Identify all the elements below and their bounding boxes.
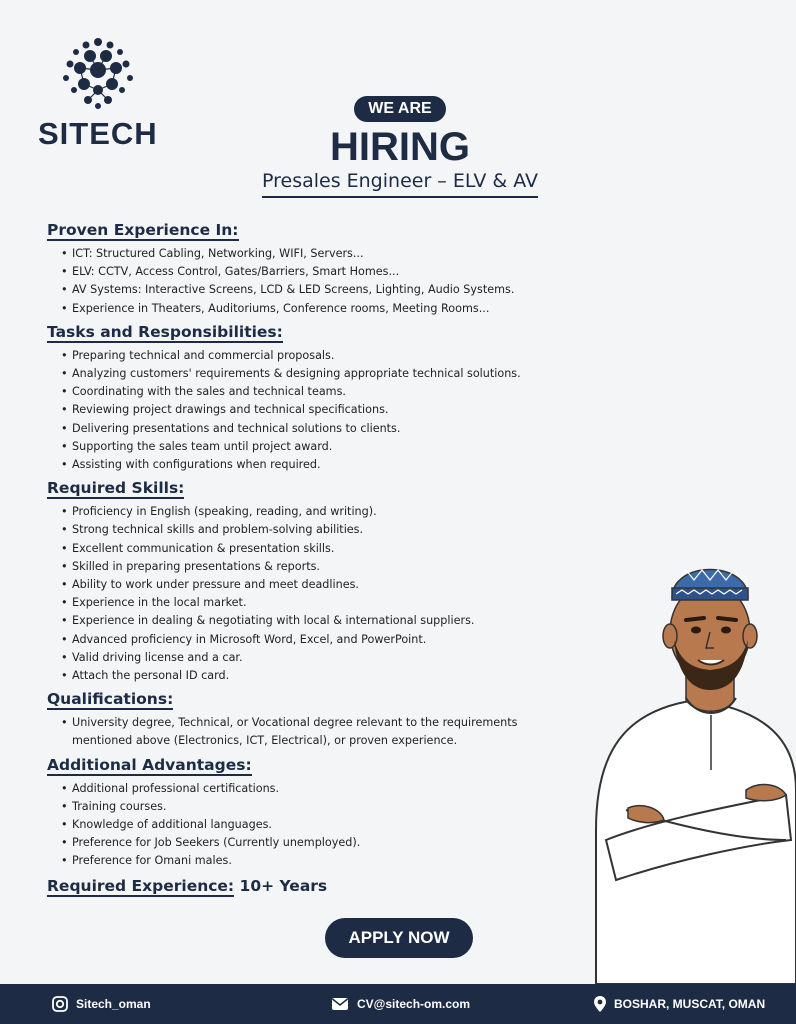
required-experience [47,877,327,895]
section-heading: Qualifications: [47,690,174,709]
section-heading: Tasks and Responsibilities: [47,322,283,341]
section-proven-experience [47,220,587,318]
section-required-skills [47,478,587,685]
location-info [594,984,765,1024]
list-item: • Supporting the sales team until project award. [61,438,587,456]
list-item: • Delivering presentations and technical solutions to clients. [61,420,587,438]
section-heading: Proven Experience In: [47,221,239,239]
list-item: • Reviewing project drawings and technical specifications. [61,401,587,419]
list-item: • Skilled in preparing presentations & reports. [61,558,587,576]
list-item: • Preference for Omani males. [61,852,587,870]
list-item: • Training courses. [61,798,587,816]
list-item: • Preparing technical and commercial proposals. [61,347,587,365]
list-item: • Analyzing customers' requirements & designing appropriate technical solutions. [61,365,587,383]
list-item: • Strong technical skills and problem-solving abilities. [61,521,587,539]
required-experience-label: Required Experience: [47,876,235,895]
email-link[interactable] [331,984,470,1024]
list-item: • ELV: CCTV, Access Control, Gates/Barriers, Smart Homes... [61,263,587,281]
section-heading: Required Skills: [47,479,185,498]
man-illustration [586,540,796,984]
list-item: • Additional professional certifications. [61,780,587,798]
list-item: • Ability to work under pressure and meet deadlines. [61,576,587,594]
mail-icon [331,997,349,1011]
list-item: • Attach the personal ID card. [61,667,587,685]
we-are-badge: WE ARE [354,96,445,122]
bullet-list [47,347,587,474]
location-pin-icon [594,996,606,1012]
list-item: • Proficiency in English (speaking, reading, and writing). [61,503,587,521]
list-item: • University degree, Technical, or Vocational degree relevant to the requirements mentioned above (Electronics, ICT, Electrical), or proven experience. [61,714,587,750]
bullet-list [47,780,587,871]
section-heading: Additional Advantages: [47,755,252,774]
company-name: SITECH [38,116,158,151]
list-item: • ICT: Structured Cabling, Networking, WIFI, Servers... [61,245,587,263]
location-text: BOSHAR, MUSCAT, OMAN [614,997,766,1011]
hiring-header [200,96,600,198]
company-logo [38,36,178,151]
job-details [47,220,587,895]
instagram-icon [52,996,68,1012]
bullet-list [47,245,587,318]
section-tasks [47,322,587,474]
email-address: CV@sitech-om.com [357,997,471,1011]
list-item: • Excellent communication & presentation skills. [61,540,587,558]
list-item: • Coordinating with the sales and technical teams. [61,383,587,401]
job-title: Presales Engineer – ELV & AV [262,170,538,198]
instagram-handle: Sitech_oman [76,997,151,1011]
list-item: • Experience in the local market. [61,594,587,612]
list-item: • Experience in Theaters, Auditoriums, Conference rooms, Meeting Rooms... [61,300,587,318]
apply-now-button[interactable]: APPLY NOW [325,918,473,958]
list-item: • AV Systems: Interactive Screens, LCD & LED Screens, Lighting, Audio Systems. [61,281,587,299]
required-experience-value: 10+ Years [239,876,328,895]
list-item: • Experience in dealing & negotiating with local & international suppliers. [61,612,587,630]
list-item: • Preference for Job Seekers (Currently unemployed). [61,834,587,852]
list-item: • Valid driving license and a car. [61,649,587,667]
section-qualifications [47,689,587,750]
bullet-list [47,714,587,750]
section-additional-advantages [47,755,587,871]
hiring-title: HIRING [330,125,470,169]
instagram-link[interactable] [52,984,151,1024]
list-item: • Advanced proficiency in Microsoft Word, Excel, and PowerPoint. [61,631,587,649]
footer-bar [0,984,796,1024]
globe-dots-icon [56,36,140,110]
list-item: • Assisting with configurations when required. [61,456,587,474]
list-item: • Knowledge of additional languages. [61,816,587,834]
bullet-list [47,503,587,685]
